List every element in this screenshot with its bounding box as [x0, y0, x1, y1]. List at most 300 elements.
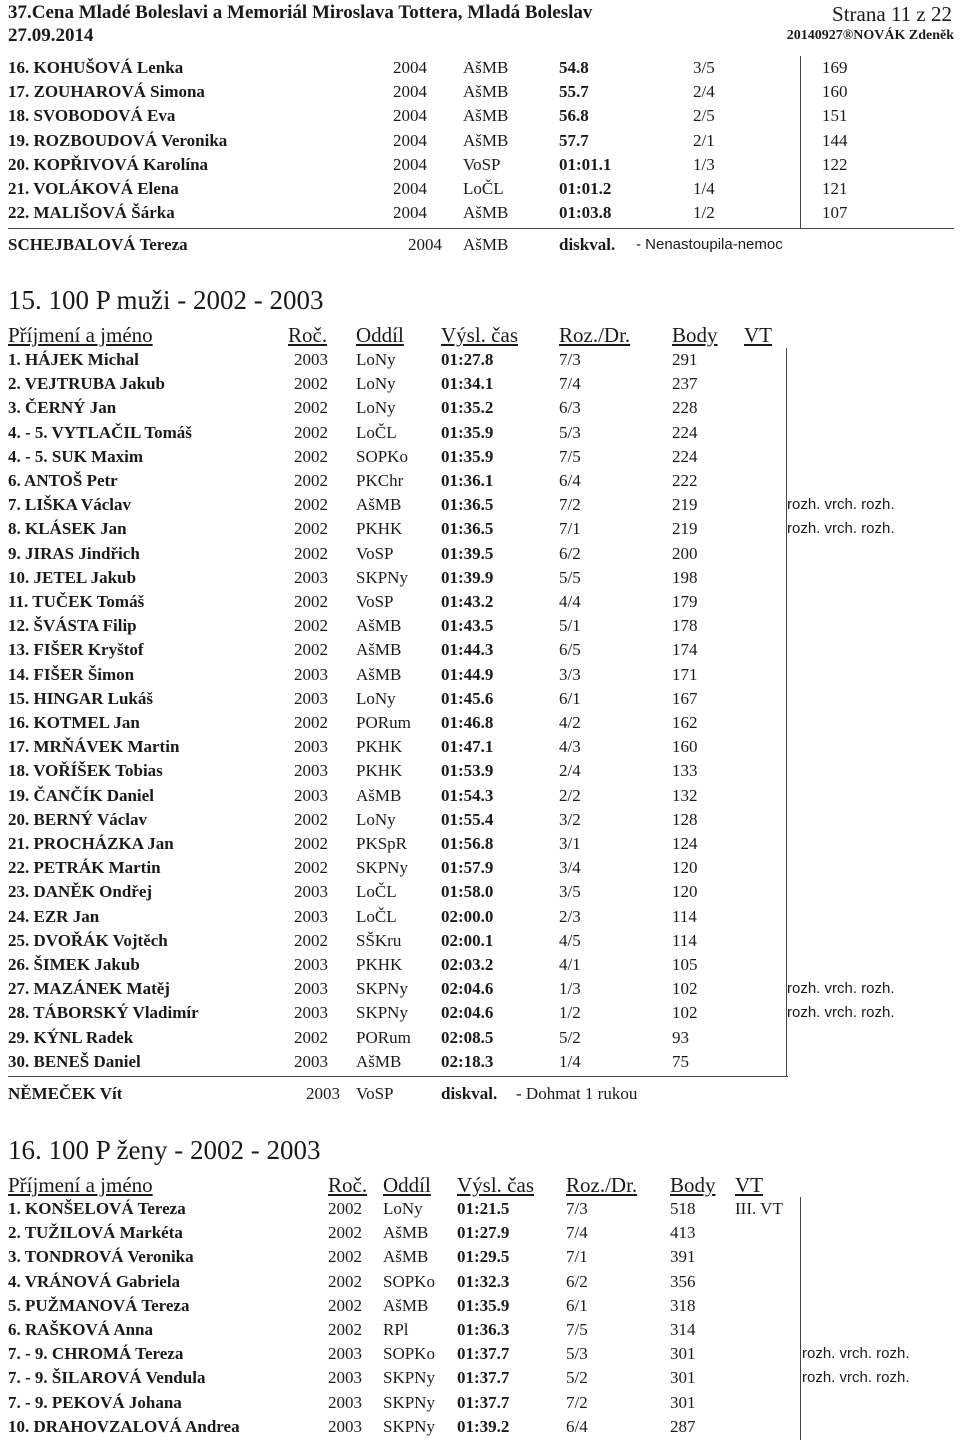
points-value: 114: [672, 906, 697, 926]
tiebreak-note: rozh. vrch. rozh.: [787, 980, 895, 998]
points-value: 356: [670, 1271, 696, 1291]
athlete-name: 20. BERNÝ Václav: [8, 809, 147, 829]
club-name: LoČL: [356, 422, 397, 442]
club-name: SOPKo: [383, 1344, 435, 1364]
column-header-heat: Roz./Dr.: [559, 323, 631, 347]
birth-year: 2003: [306, 1084, 340, 1103]
points-value: 219: [672, 519, 698, 539]
points-value: 93: [672, 1027, 689, 1047]
athlete-name: 21. VOLÁKOVÁ Elena: [8, 179, 179, 198]
result-row: [0, 832, 960, 856]
result-row: [0, 56, 960, 80]
points-value: 122: [822, 154, 848, 174]
birth-year: 2002: [294, 713, 328, 732]
result-time: 02:00.1: [441, 930, 494, 950]
heat-lane: 3/2: [559, 809, 581, 829]
heat-lane: 4/4: [559, 592, 581, 611]
club-name: AšMB: [463, 130, 509, 150]
birth-year: 2003: [294, 906, 328, 926]
club-name: AšMB: [356, 664, 402, 684]
club-name: SOPKo: [383, 1271, 435, 1291]
result-time: 01:47.1: [441, 737, 494, 757]
result-row: [0, 614, 960, 638]
column-header-club: Oddíl: [356, 323, 404, 347]
table-border-vertical: [800, 56, 801, 228]
birth-year: 2002: [294, 640, 328, 660]
club-name: AšMB: [356, 616, 402, 636]
points-value: 160: [822, 82, 848, 102]
points-value: 169: [822, 58, 848, 77]
result-time: 01:39.9: [441, 567, 494, 587]
athlete-name: 7. - 9. PEKOVÁ Johana: [8, 1392, 182, 1412]
birth-year: 2003: [294, 350, 328, 369]
club-name: PKHK: [356, 519, 403, 539]
athlete-name: 7. LIŠKA Václav: [8, 495, 131, 515]
result-row: [0, 201, 960, 225]
result-row: [0, 638, 960, 662]
athlete-name: 10. DRAHOVZALOVÁ Andrea: [8, 1416, 240, 1436]
birth-year: 2002: [294, 471, 328, 490]
column-header-name: Příjmení a jméno: [8, 1173, 153, 1197]
birth-year: 2002: [294, 592, 328, 611]
result-time: 01:03.8: [559, 203, 612, 223]
birth-year: 2003: [328, 1416, 362, 1436]
points-value: 219: [672, 495, 698, 515]
heat-lane: 4/2: [559, 713, 581, 732]
club-name: PORum: [356, 1027, 411, 1047]
birth-year: 2002: [328, 1223, 362, 1243]
athlete-name: 25. DVOŘÁK Vojtěch: [8, 930, 168, 950]
result-time: 01:45.6: [441, 688, 494, 708]
result-row: [0, 590, 960, 614]
birth-year: 2003: [294, 664, 328, 684]
result-row: [0, 905, 960, 929]
page-number: Strana 11 z 22: [832, 2, 952, 26]
heat-lane: 1/3: [693, 154, 715, 174]
heat-lane: 6/2: [566, 1271, 588, 1291]
result-time: 01:01.1: [559, 154, 612, 174]
club-name: SKPNy: [383, 1368, 435, 1388]
result-time: 01:27.9: [457, 1223, 510, 1243]
points-value: 237: [672, 374, 698, 394]
result-row: [0, 856, 960, 880]
points-value: 105: [672, 955, 698, 974]
birth-year: 2004: [393, 179, 427, 198]
result-row: [0, 1318, 960, 1342]
club-name: AšMB: [463, 203, 509, 223]
heat-lane: 7/2: [566, 1392, 588, 1412]
heat-lane: 6/1: [559, 688, 581, 708]
birth-year: 2002: [294, 616, 328, 636]
result-time: 01:39.5: [441, 543, 494, 563]
athlete-name: 10. JETEL Jakub: [8, 567, 137, 587]
birth-year: 2003: [328, 1392, 362, 1412]
birth-year: 2002: [294, 446, 328, 466]
event-title: 37.Cena Mladé Boleslavi a Memoriál Miroslava Tottera, Mladá Boleslav: [8, 2, 593, 23]
athlete-name: 4. - 5. VYTLAČIL Tomáš: [8, 422, 192, 442]
result-row: [0, 348, 960, 372]
heat-lane: 6/2: [559, 543, 581, 563]
heat-lane: 3/5: [559, 882, 581, 902]
birth-year: 2003: [294, 761, 328, 781]
points-value: 200: [672, 543, 698, 563]
result-row: [0, 493, 960, 517]
points-value: 171: [672, 664, 698, 684]
birth-year: 2003: [328, 1368, 362, 1388]
club-name: AšMB: [356, 785, 402, 805]
result-row: [0, 517, 960, 541]
result-time: 01:43.5: [441, 616, 494, 636]
points-value: 133: [672, 761, 698, 781]
tiebreak-note: rozh. vrch. rozh.: [802, 1345, 910, 1363]
result-row: [0, 1270, 960, 1294]
heat-lane: 2/3: [559, 906, 581, 926]
result-row: [0, 1050, 960, 1074]
result-row: [0, 372, 960, 396]
points-value: 102: [672, 979, 698, 999]
club-name: AšMB: [356, 495, 402, 515]
result-row: [0, 1221, 960, 1245]
result-time: 56.8: [559, 106, 589, 126]
disqualified-status: diskval.: [559, 235, 616, 254]
athlete-name: 26. ŠIMEK Jakub: [8, 955, 140, 974]
result-row: [0, 1342, 960, 1366]
heat-lane: 2/1: [693, 130, 715, 150]
athlete-name: 7. - 9. ŠILAROVÁ Vendula: [8, 1368, 206, 1388]
points-value: 160: [672, 737, 698, 757]
result-row: [0, 129, 960, 153]
result-row: [0, 1026, 960, 1050]
athlete-name: 6. ANTOŠ Petr: [8, 471, 118, 490]
result-time: 01:35.9: [441, 446, 494, 466]
heat-lane: 7/4: [559, 374, 581, 394]
table-border-vertical: [800, 1197, 801, 1440]
club-name: LoNy: [356, 398, 396, 418]
points-value: 318: [670, 1295, 696, 1315]
athlete-name: 11. TUČEK Tomáš: [8, 592, 145, 611]
result-time: 01:44.9: [441, 664, 494, 684]
club-name: PKHK: [356, 737, 403, 757]
athlete-name: 22. PETRÁK Martin: [8, 858, 161, 878]
points-value: 301: [670, 1344, 696, 1364]
athlete-name: 4. - 5. SUK Maxim: [8, 446, 144, 466]
column-header-club: Oddíl: [383, 1173, 431, 1197]
athlete-name: 6. RAŠKOVÁ Anna: [8, 1320, 154, 1339]
heat-lane: 7/1: [559, 519, 581, 539]
result-time: 01:36.1: [441, 471, 494, 490]
result-time: 01:39.2: [457, 1416, 510, 1436]
birth-year: 2002: [294, 834, 328, 853]
athlete-name: 8. KLÁSEK Jan: [8, 519, 127, 539]
athlete-name: 22. MALIŠOVÁ Šárka: [8, 203, 175, 223]
athlete-name: 1. HÁJEK Michal: [8, 350, 139, 369]
athlete-name: 19. ČANČÍK Daniel: [8, 785, 154, 805]
heat-lane: 3/1: [559, 834, 581, 853]
athlete-name: 5. PUŽMANOVÁ Tereza: [8, 1295, 190, 1315]
athlete-name: NĚMEČEK Vít: [8, 1084, 123, 1103]
result-time: 54.8: [559, 58, 589, 77]
table-border-vertical: [786, 348, 787, 1076]
points-value: 301: [670, 1368, 696, 1388]
athlete-name: 17. MRŇÁVEK Martin: [8, 737, 180, 757]
athlete-name: 2. TUŽILOVÁ Markéta: [8, 1223, 183, 1243]
points-value: 301: [670, 1392, 696, 1412]
athlete-name: 30. BENEŠ Daniel: [8, 1051, 141, 1071]
heat-lane: 1/4: [693, 179, 715, 198]
result-row: [0, 177, 960, 201]
birth-year: 2003: [294, 955, 328, 974]
points-value: 518: [670, 1199, 696, 1218]
heat-lane: 5/3: [566, 1344, 588, 1364]
club-name: RPl: [383, 1320, 409, 1339]
club-name: PKSpR: [356, 834, 408, 853]
disqualified-row: [0, 1082, 960, 1106]
heat-lane: 3/3: [559, 664, 581, 684]
column-header-heat: Roz./Dr.: [566, 1173, 638, 1197]
points-value: 162: [672, 713, 698, 732]
heat-lane: 6/1: [566, 1295, 588, 1315]
club-name: AšMB: [463, 235, 509, 254]
club-name: SKPNy: [356, 567, 408, 587]
athlete-name: 15. HINGAR Lukáš: [8, 688, 154, 708]
birth-year: 2002: [328, 1199, 362, 1218]
tiebreak-note: rozh. vrch. rozh.: [787, 1004, 895, 1022]
column-headers: [0, 1172, 960, 1198]
birth-year: 2002: [328, 1271, 362, 1291]
club-name: SKPNy: [383, 1392, 435, 1412]
club-name: LoČL: [356, 906, 397, 926]
athlete-name: 12. ŠVÁSTA Filip: [8, 616, 137, 636]
birth-year: 2002: [294, 1027, 328, 1047]
heat-lane: 1/2: [559, 1003, 581, 1023]
birth-year: 2002: [328, 1247, 362, 1267]
heat-lane: 2/4: [559, 761, 581, 781]
column-header-vt: VT: [744, 323, 772, 347]
column-headers: [0, 322, 960, 348]
club-name: VoSP: [356, 543, 394, 563]
points-value: 174: [672, 640, 698, 660]
athlete-name: SCHEJBALOVÁ Tereza: [8, 235, 188, 254]
points-value: 120: [672, 882, 698, 902]
disqualified-row: [0, 233, 960, 257]
result-time: 01:27.8: [441, 350, 494, 369]
result-time: 01:46.8: [441, 713, 494, 732]
column-header-year: Roč.: [288, 323, 328, 347]
heat-lane: 3/4: [559, 858, 581, 878]
birth-year: 2004: [393, 106, 427, 126]
result-time: 01:54.3: [441, 785, 494, 805]
points-value: 291: [672, 350, 698, 369]
result-row: [0, 784, 960, 808]
points-value: 224: [672, 422, 698, 442]
birth-year: 2003: [294, 737, 328, 757]
heat-lane: 6/5: [559, 640, 581, 660]
heat-lane: 5/2: [559, 1027, 581, 1047]
points-value: 151: [822, 106, 848, 126]
athlete-name: 27. MAZÁNEK Matěj: [8, 979, 170, 999]
result-time: 02:03.2: [441, 955, 494, 974]
points-value: 224: [672, 446, 698, 466]
column-header-time: Výsl. čas: [441, 323, 518, 347]
result-time: 01:34.1: [441, 374, 494, 394]
birth-year: 2002: [294, 930, 328, 950]
tiebreak-note: rozh. vrch. rozh.: [802, 1369, 910, 1387]
points-value: 391: [670, 1247, 696, 1267]
result-row: [0, 469, 960, 493]
heat-lane: 4/3: [559, 737, 581, 757]
points-value: 121: [822, 179, 848, 198]
result-time: 02:04.6: [441, 1003, 494, 1023]
points-value: 413: [670, 1223, 696, 1243]
result-time: 01:37.7: [457, 1344, 510, 1364]
athlete-name: 21. PROCHÁZKA Jan: [8, 834, 174, 853]
result-row: [0, 1366, 960, 1390]
column-header-year: Roč.: [328, 1173, 368, 1197]
column-header-points: Body: [670, 1173, 716, 1197]
club-name: VoSP: [356, 592, 394, 611]
column-header-points: Body: [672, 323, 718, 347]
result-time: 01:53.9: [441, 761, 494, 781]
club-name: AšMB: [383, 1223, 429, 1243]
result-time: 01:36.3: [457, 1320, 510, 1339]
athlete-name: 24. EZR Jan: [8, 906, 100, 926]
birth-year: 2004: [393, 154, 427, 174]
athlete-name: 3. ČERNÝ Jan: [8, 398, 117, 418]
heat-lane: 7/4: [566, 1223, 588, 1243]
result-time: 01:29.5: [457, 1247, 510, 1267]
birth-year: 2002: [294, 495, 328, 515]
result-row: [0, 687, 960, 711]
points-value: 102: [672, 1003, 698, 1023]
points-value: 167: [672, 688, 698, 708]
section-title: 15. 100 P muži - 2002 - 2003: [8, 285, 324, 315]
result-time: 01:36.5: [441, 519, 494, 539]
heat-lane: 7/5: [559, 446, 581, 466]
performance-class: III. VT: [735, 1199, 783, 1218]
result-row: [0, 808, 960, 832]
club-name: AšMB: [383, 1247, 429, 1267]
club-name: PKChr: [356, 471, 404, 490]
club-name: LoČL: [356, 882, 397, 902]
result-time: 01:35.2: [441, 398, 494, 418]
club-name: SKPNy: [383, 1416, 435, 1436]
result-row: [0, 663, 960, 687]
athlete-name: 28. TÁBORSKÝ Vladimír: [8, 1003, 199, 1023]
birth-year: 2004: [393, 130, 427, 150]
birth-year: 2002: [294, 543, 328, 563]
birth-year: 2002: [294, 858, 328, 878]
club-name: SKPNy: [356, 1003, 408, 1023]
result-row: [0, 566, 960, 590]
club-name: LoNy: [356, 374, 396, 394]
club-name: LoNy: [356, 688, 396, 708]
points-value: 128: [672, 809, 698, 829]
result-row: [0, 542, 960, 566]
points-value: 222: [672, 471, 698, 490]
result-row: [0, 1001, 960, 1025]
points-value: 178: [672, 616, 698, 636]
result-time: 01:32.3: [457, 1271, 510, 1291]
points-value: 114: [672, 930, 697, 950]
club-name: PKHK: [356, 761, 403, 781]
result-row: [0, 104, 960, 128]
athlete-name: 14. FIŠER Šimon: [8, 664, 135, 684]
club-name: SŠKru: [356, 930, 402, 950]
result-row: [0, 80, 960, 104]
athlete-name: 18. SVOBODOVÁ Eva: [8, 106, 176, 126]
heat-lane: 7/3: [559, 350, 581, 369]
birth-year: 2002: [294, 519, 328, 539]
birth-year: 2004: [393, 58, 427, 77]
result-row: [0, 1197, 960, 1221]
club-name: AšMB: [463, 106, 509, 126]
points-value: 132: [672, 785, 698, 805]
tiebreak-note: rozh. vrch. rozh.: [787, 496, 895, 514]
heat-lane: 3/5: [693, 58, 715, 77]
club-name: VoSP: [463, 154, 501, 174]
club-name: LoNy: [356, 350, 396, 369]
result-row: [0, 929, 960, 953]
result-time: 02:04.6: [441, 979, 494, 999]
result-time: 01:35.9: [441, 422, 494, 442]
column-header-time: Výsl. čas: [457, 1173, 534, 1197]
column-header-vt: VT: [735, 1173, 763, 1197]
result-row: [0, 1294, 960, 1318]
points-value: 179: [672, 592, 698, 611]
disqualification-reason: - Dohmat 1 rukou: [516, 1084, 638, 1103]
athlete-name: 23. DANĚK Ondřej: [8, 882, 153, 902]
result-row: [0, 421, 960, 445]
athlete-name: 16. KOHUŠOVÁ Lenka: [8, 58, 184, 77]
disqualification-reason: - Nenastoupila-nemoc: [636, 236, 783, 253]
result-time: 01:01.2: [559, 179, 612, 198]
result-time: 55.7: [559, 82, 589, 102]
heat-lane: 1/3: [559, 979, 581, 999]
heat-lane: 6/4: [566, 1416, 588, 1436]
result-row: [0, 445, 960, 469]
result-row: [0, 1391, 960, 1415]
birth-year: 2002: [294, 398, 328, 418]
points-value: 124: [672, 834, 698, 853]
result-time: 01:58.0: [441, 882, 494, 902]
club-name: AšMB: [356, 640, 402, 660]
heat-lane: 2/5: [693, 106, 715, 126]
birth-year: 2002: [294, 374, 328, 394]
heat-lane: 4/1: [559, 955, 581, 974]
club-name: AšMB: [463, 82, 509, 102]
heat-lane: 7/3: [566, 1199, 588, 1218]
result-time: 01:44.3: [441, 640, 494, 660]
heat-lane: 6/4: [559, 471, 581, 490]
birth-year: 2003: [294, 1003, 328, 1023]
club-name: AšMB: [463, 58, 509, 77]
result-time: 01:56.8: [441, 834, 494, 853]
heat-lane: 7/5: [566, 1320, 588, 1339]
birth-year: 2004: [393, 203, 427, 223]
result-time: 01:21.5: [457, 1199, 510, 1218]
result-row: [0, 396, 960, 420]
club-name: PORum: [356, 713, 411, 732]
athlete-name: 17. ZOUHAROVÁ Simona: [8, 82, 205, 102]
athlete-name: 13. FIŠER Kryštof: [8, 640, 144, 660]
points-value: 287: [670, 1416, 696, 1436]
result-time: 01:37.7: [457, 1392, 510, 1412]
points-value: 144: [822, 130, 848, 150]
heat-lane: 7/2: [559, 495, 581, 515]
heat-lane: 4/5: [559, 930, 581, 950]
club-name: SKPNy: [356, 979, 408, 999]
result-time: 01:55.4: [441, 809, 494, 829]
